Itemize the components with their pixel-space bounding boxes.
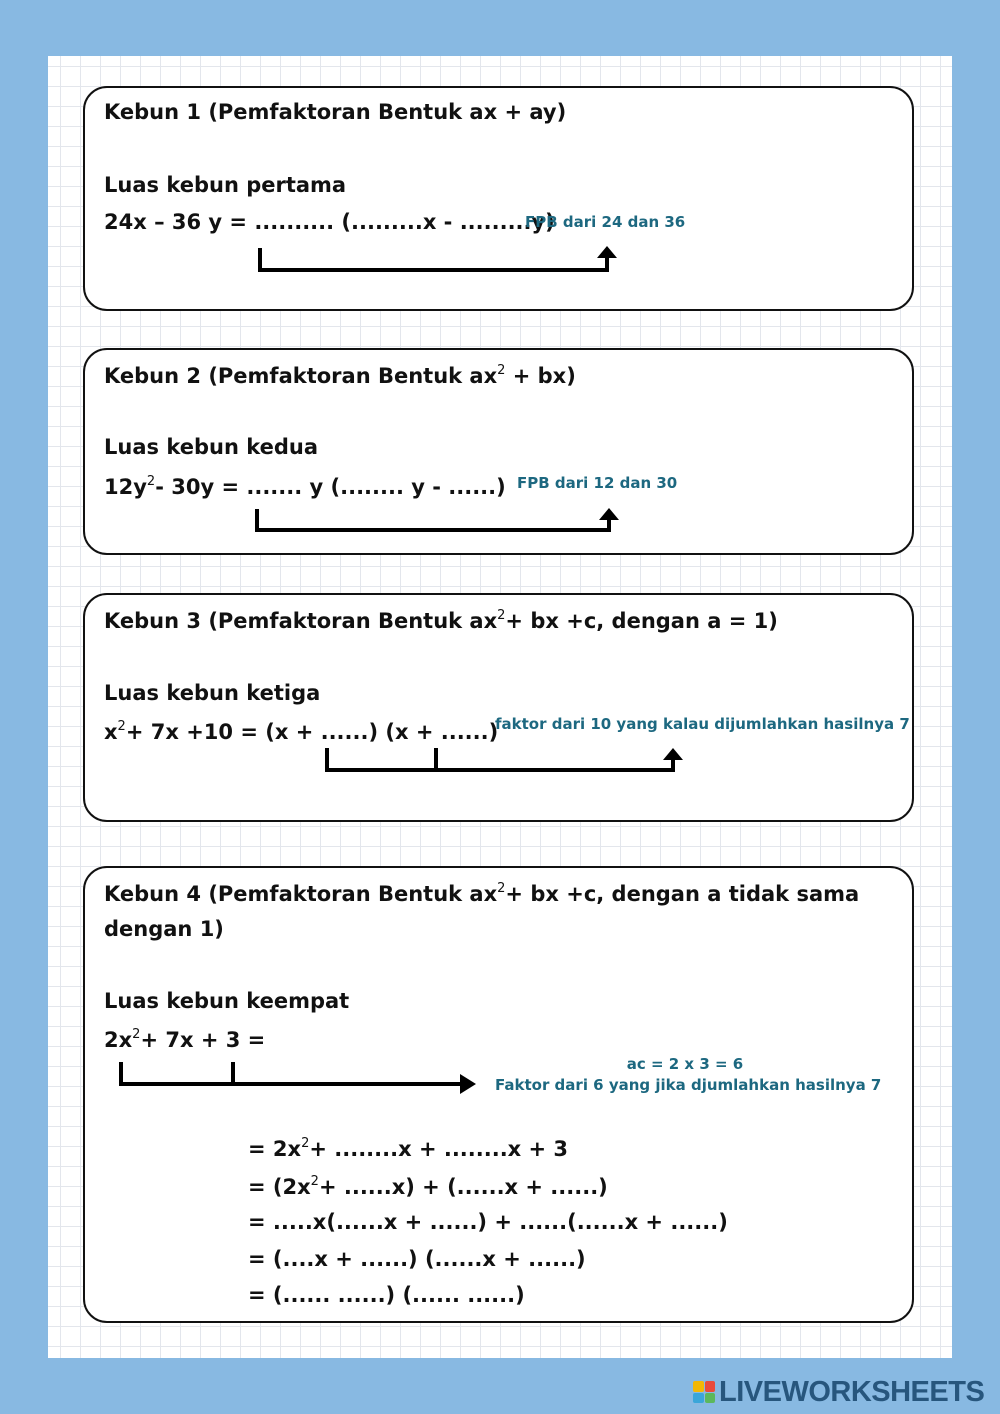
liveworksheets-logo <box>693 1377 984 1407</box>
card-4-step-3: = .....x(......x + ......) + ......(......x + ......) <box>248 1210 728 1234</box>
card-4-hint-ac: ac = 2 x 3 = 6 <box>626 1055 744 1073</box>
card-2-title: Kebun 2 (Pemfaktoran Bentuk $ax^2 + bx$) <box>104 363 576 388</box>
card-1-hint: FPB dari 24 dan 36 <box>525 213 686 231</box>
liveworksheets-logo-icon <box>693 1381 715 1403</box>
card-4-hint-factor: Faktor dari 6 yang jika djumlahkan hasilnya 7 <box>495 1076 882 1094</box>
card-1-subtitle: Luas kebun pertama <box>104 173 347 197</box>
card-2-hint: FPB dari 12 dan 30 <box>517 474 678 492</box>
card-4-step-1: = $2x^2+ ........x + ........x + 3$ <box>248 1136 569 1161</box>
card-1-title: Kebun 1 (Pemfaktoran Bentuk ax + ay) <box>104 100 567 124</box>
card-1-equation: 24x – 36 y = .......... (.........x - .........y) <box>104 210 555 234</box>
card-2-equation: $12y^2-$ 30y = ....... y (........ y - ......) <box>104 474 506 499</box>
card-2-subtitle: Luas kebun kedua <box>104 435 318 459</box>
card-4-step-2: = $(2x^2+ ......x) + (......x$ + ......) <box>248 1174 608 1199</box>
card-3-hint: faktor dari 10 yang kalau dijumlahkan hasilnya 7 <box>495 715 910 733</box>
card-4-step-5: = (...... ......) (...... ......) <box>248 1283 525 1307</box>
card-4-step-4: = (....x + ......) (......x + ......) <box>248 1247 586 1271</box>
card-4-title-line2: dengan 1) <box>104 917 224 941</box>
brand-text: LIVEWORKSHEETS <box>719 1375 985 1408</box>
card-3-title: Kebun 3 (Pemfaktoran Bentuk $ax^2+$ bx +c, dengan a = 1) <box>104 608 778 633</box>
card-4-subtitle: Luas kebun keempat <box>104 989 350 1013</box>
card-4-title: Kebun 4 (Pemfaktoran Bentuk $ax^2+$ bx +c, dengan a tidak sama <box>104 881 860 906</box>
card-3-equation: $x^2+ 7x +10 = (x$ + ......) (x + ......) <box>104 719 499 744</box>
card-4-equation: $2x^2+ 7x + 3$ = <box>104 1027 266 1052</box>
card-3-subtitle: Luas kebun ketiga <box>104 681 321 705</box>
